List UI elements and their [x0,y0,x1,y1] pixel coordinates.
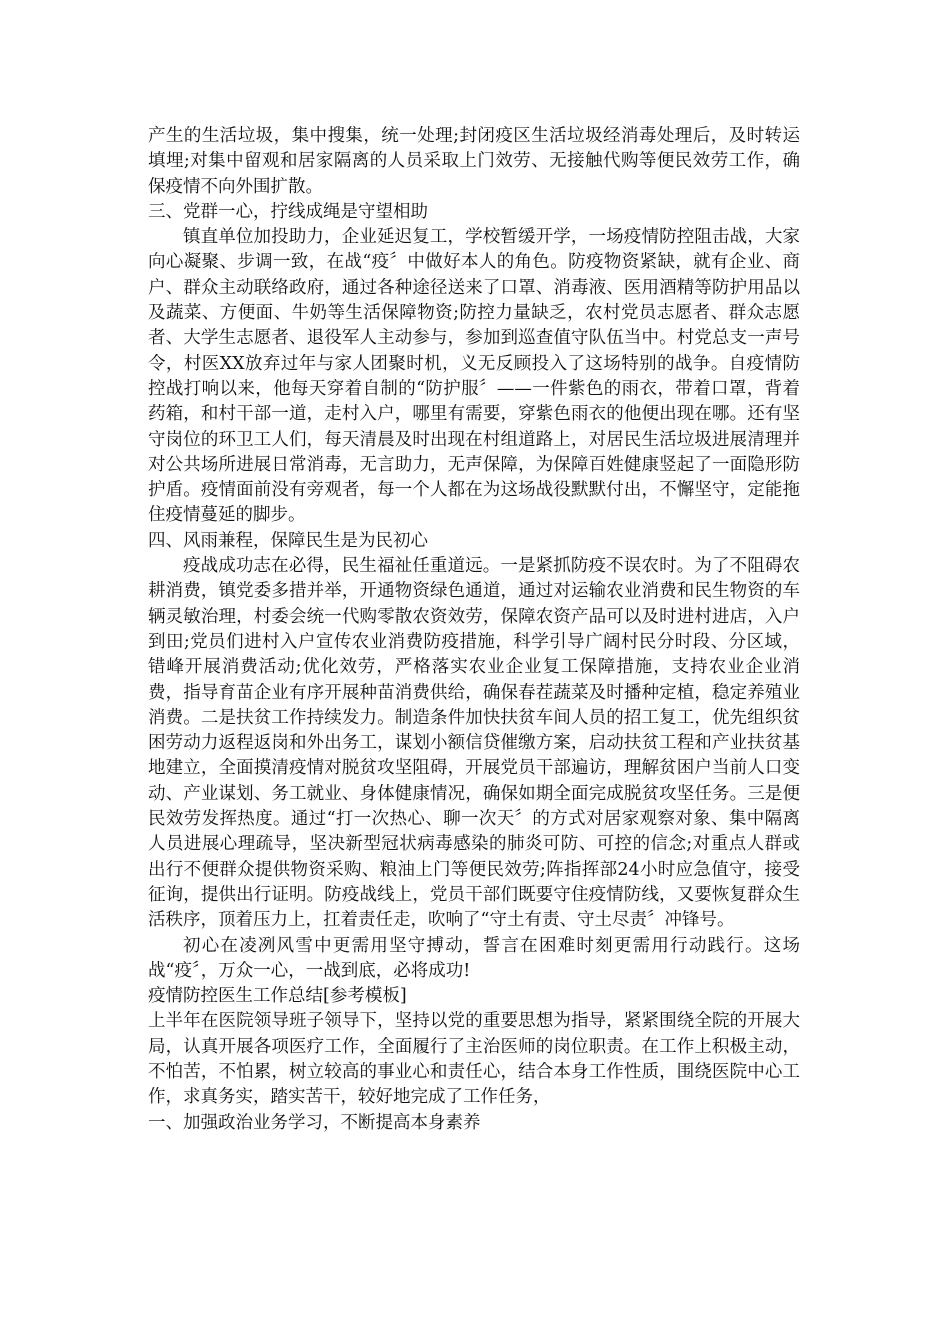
section-heading-3: 三、党群一心，拧线成绳是守望相助 [148,201,428,222]
paragraph-intro: 上半年在医院领导班子领导下，坚持以党的重要思想为指导，紧紧围绕全院的开展大局，认真开展各项医疗工作，全面履行了主治医师的岗位职责。在工作上积极主动，不怕苦，不怕累，树立较高的事业心和责任心，结合本身工作性质，围绕医院中心工作，求真务实，踏实苦干，较好地完成了工作任务， [148,1011,800,1108]
paragraph-waste-handling: 产生的生活垃圾，集中搜集，统一处理;封闭疫区生活垃圾经消毒处理后，及时转运填埋;对集中留观和居家隔离的人员采取上门效劳、无接触代购等便民效劳工作，确保疫情不向外围扩散。 [148,126,800,197]
document-title: 疫情防控医生工作总结[参考模板] [148,986,407,1007]
paragraph-unity: 镇直单位加投助力，企业延迟复工，学校暂缓开学，一场疫情防控阻击战，大家向心凝聚、步调一致，在战“疫〞中做好本人的角色。防疫物资紧缺，就有企业、商户、群众主动联络政府，通过各种途径送来了口罩、消毒液、医用酒精等防护用品以及蔬菜、方便面、牛奶等生活保障物资;防控力量缺乏，农村党员志愿者、群众志愿者、大学生志愿者、退役军人主动参与，参加到巡查值守队伍当中。村党总支一声号令，村医XX放弃过年与家人团聚时机，义无反顾投入了这场特别的战争。自疫情防控战打响以来，他每天穿着自制的“防护服〞——一件紫色的雨衣，带着口罩，背着药箱，和村干部一道，走村入户，哪里有需要，穿紫色雨衣的他便出现在哪。还有坚守岗位的环卫工人们，每天清晨及时出现在村组道路上，对居民生活垃圾进展清理并对公共场所进展日常消毒，无言助力，无声保障，为保障百姓健康竖起了一面隐形防护盾。疫情面前没有旁观者，每一个人都在为这场战役默默付出，不懈坚守，定能拖住疫情蔓延的脚步。 [148,227,800,526]
document-page [148,124,800,1136]
paragraph-conclusion: 初心在凌冽风雪中更需用坚守搏动，誓言在困难时刻更需用行动践行。这场战“疫〞，万众一心，一战到底，必将成功! [148,935,800,981]
section-heading-4: 四、风雨兼程，保障民生是为民初心 [148,530,428,551]
section-heading-1: 一、加强政治业务学习，不断提高本身素养 [148,1112,481,1133]
paragraph-livelihood: 疫战成功志在必得，民生福祉任重道远。一是紧抓防疫不误农时。为了不阻碍农耕消费，镇党委多措并举，开通物资绿色通道，通过对运输农业消费和民生物资的车辆灵敏治理，村委会统一代购零散农资效劳，保障农资产品可以及时进村进店，入户到田;党员们进村入户宣传农业消费防疫措施，科学引导广阔村民分时段、分区域，错峰开展消费活动;优化效劳，严格落实农业企业复工保障措施，支持农业企业消费，指导育苗企业有序开展种苗消费供给，确保春茬蔬菜及时播种定植，稳定养殖业消费。二是扶贫工作持续发力。制造条件加快扶贫车间人员的招工复工，优先组织贫困劳动力返程返岗和外出务工，谋划小额信贷催缴方案，启动扶贫工程和产业扶贫基地建立，全面摸清疫情对脱贫攻坚阻碍，开展党员干部遍访，理解贫困户当前人口变动、产业谋划、务工就业、身体健康情况，确保如期全面完成脱贫攻坚任务。三是便民效劳发挥热度。通过“打一次热心、聊一次天〞的方式对居家观察对象、集中隔离人员进展心理疏导，坚决新型冠状病毒感染的肺炎可防、可控的信念;对重点人群或出行不便群众提供物资采购、粮油上门等便民效劳;阵指挥部24小时应急值守，接受征询，提供出行证明。防疫战线上，党员干部们既要守住疫情防线，又要恢复群众生活秩序，顶着压力上，扛着责任走，吹响了“守土有责、守土尽责〞冲锋号。 [148,556,800,931]
